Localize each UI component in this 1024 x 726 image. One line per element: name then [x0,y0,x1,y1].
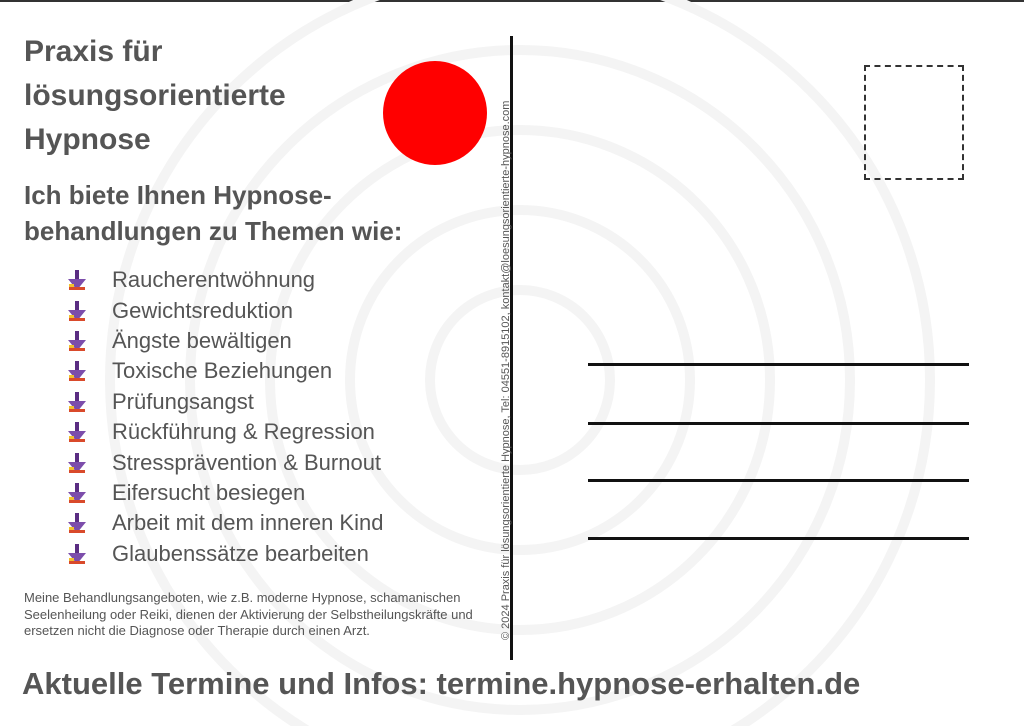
vertical-contact-info: © 2024 Praxis für lösungsorientierte Hypnose, Tel: 04551-8915102, kontakt@loesungsorientierte-hypnose.com [500,100,512,640]
arrow-down-bullet-icon [66,543,88,565]
arrow-down-bullet-icon [66,512,88,534]
list-item [66,417,383,447]
list-item [66,265,383,295]
topic-label: Rückführung & Regression [112,419,375,445]
footer-appointments: Aktuelle Termine und Infos: termine.hypnose-erhalten.de [22,666,861,701]
list-item [66,295,383,325]
list-item [66,387,383,417]
list-item [66,539,383,569]
list-item [66,508,383,538]
topic-label: Eifersucht besiegen [112,479,306,505]
arrow-down-bullet-icon [66,482,88,504]
topic-label: Stressprävention & Burnout [112,449,382,475]
offer-heading: Ich biete Ihnen Hypnose-behandlungen zu Themen wie: [24,180,403,246]
arrow-down-bullet-icon [66,421,88,443]
topic-label: Gewichtsreduktion [112,297,293,323]
arrow-down-bullet-icon [66,269,88,291]
list-item [66,478,383,508]
disclaimer-text: Meine Behandlungsangeboten, wie z.B. moderne Hypnose, schamanischen Seelenheilung oder Reiki, dienen der Aktivierung der Selbstheilungskräfte und ersetzen nicht die Diagnose oder Therapie durch einen Arzt. [24,590,473,638]
list-item [66,447,383,477]
topic-label: Glaubenssätze bearbeiten [112,540,369,566]
topic-label: Arbeit mit dem inneren Kind [112,510,384,536]
address-line-3 [588,479,969,482]
topic-label: Ängste bewältigen [112,327,292,353]
stamp-placeholder [864,65,964,180]
list-item [66,356,383,386]
red-circle [383,61,487,165]
arrow-down-bullet-icon [66,452,88,474]
address-line-2 [588,422,969,425]
practice-title: Praxis für lösungsorientierte Hypnose [24,35,286,156]
address-line-4 [588,537,969,540]
address-line-1 [588,363,969,366]
topic-list [66,265,383,569]
topic-label: Toxische Beziehungen [112,358,333,384]
topic-label: Prüfungsangst [112,388,254,414]
list-item [66,326,383,356]
arrow-down-bullet-icon [66,300,88,322]
topic-label: Raucherentwöhnung [112,267,316,293]
arrow-down-bullet-icon [66,391,88,413]
arrow-down-bullet-icon [66,360,88,382]
arrow-down-bullet-icon [66,330,88,352]
